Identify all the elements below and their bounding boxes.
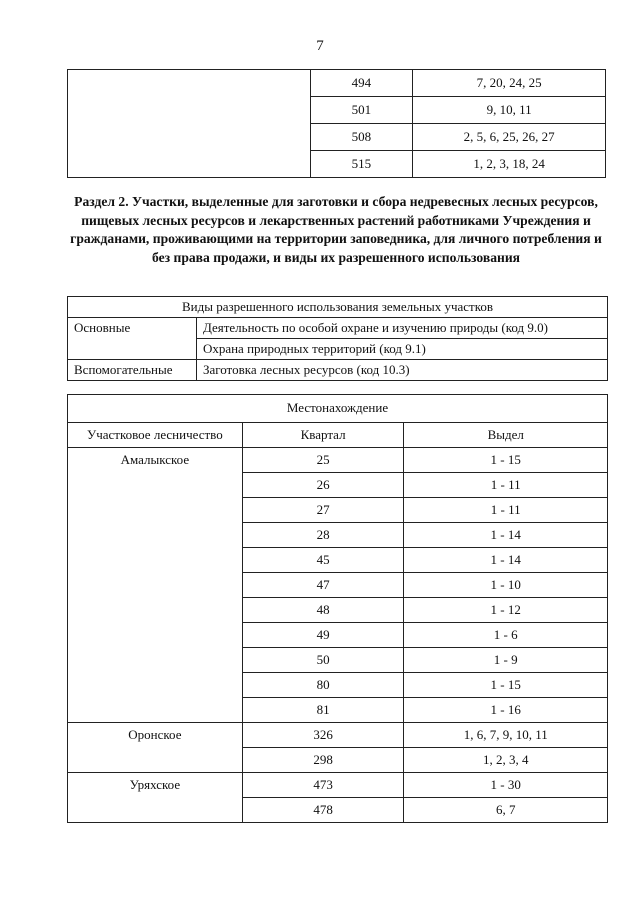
quarter-cell: 47 (242, 573, 404, 598)
quarter-cell: 501 (310, 97, 413, 124)
table-row (68, 70, 606, 97)
plot-cell: 1 - 11 (404, 473, 608, 498)
plots-cell: 7, 20, 24, 25 (413, 70, 606, 97)
usage-aux-item: Заготовка лесных ресурсов (код 10.3) (196, 360, 607, 381)
quarter-cell: 326 (242, 723, 404, 748)
quarter-cell: 50 (242, 648, 404, 673)
column-header-quarter: Квартал (242, 423, 404, 448)
quarter-cell: 494 (310, 70, 413, 97)
quarter-cell: 80 (242, 673, 404, 698)
plot-cell: 1 - 12 (404, 598, 608, 623)
forestry-cell: Оронское (68, 723, 243, 773)
plots-cell: 9, 10, 11 (413, 97, 606, 124)
quarter-cell: 45 (242, 548, 404, 573)
quarter-cell: 515 (310, 151, 413, 178)
quarter-cell: 27 (242, 498, 404, 523)
column-header-plot: Выдел (404, 423, 608, 448)
quarter-cell: 473 (242, 773, 404, 798)
usage-types-table (67, 296, 608, 381)
plot-cell: 1, 2, 3, 4 (404, 748, 608, 773)
plots-cell: 2, 5, 6, 25, 26, 27 (413, 124, 606, 151)
section-title: Раздел 2. Участки, выделенные для заготовки и сбора недревесных лесных ресурсов, пищевых лесных ресурсов и лекарственных растений работниками Учреждения и гражданами, проживающими на территории заповедника, для личного потребления и без права продажи, и виды их разрешенного использования (70, 194, 602, 265)
quarter-cell: 508 (310, 124, 413, 151)
plot-cell: 1 - 16 (404, 698, 608, 723)
location-header-row (68, 395, 608, 423)
table-row (68, 723, 608, 748)
table-row (68, 773, 608, 798)
forestry-cell: Амалыкское (68, 448, 243, 723)
continuation-table (67, 69, 606, 178)
usage-header: Виды разрешенного использования земельных участков (68, 297, 608, 318)
plot-cell: 1 - 14 (404, 523, 608, 548)
quarter-cell: 48 (242, 598, 404, 623)
plot-cell: 6, 7 (404, 798, 608, 823)
plot-cell: 1 - 10 (404, 573, 608, 598)
location-header: Местонахождение (68, 395, 608, 423)
quarter-cell: 81 (242, 698, 404, 723)
usage-aux-label: Вспомогательные (68, 360, 197, 381)
page-number: 7 (316, 38, 324, 54)
quarter-cell: 25 (242, 448, 404, 473)
plot-cell: 1 - 11 (404, 498, 608, 523)
usage-aux-row (68, 360, 608, 381)
blank-cell (68, 70, 311, 178)
quarter-cell: 298 (242, 748, 404, 773)
quarter-cell: 28 (242, 523, 404, 548)
table-row (68, 448, 608, 473)
plot-cell: 1 - 15 (404, 448, 608, 473)
usage-main-row (68, 318, 608, 339)
plot-cell: 1 - 6 (404, 623, 608, 648)
usage-main-label: Основные (68, 318, 197, 360)
location-column-headers (68, 423, 608, 448)
plot-cell: 1 - 9 (404, 648, 608, 673)
usage-main-item: Деятельность по особой охране и изучению природы (код 9.0) (196, 318, 607, 339)
plots-cell: 1, 2, 3, 18, 24 (413, 151, 606, 178)
plot-cell: 1 - 15 (404, 673, 608, 698)
column-header-forestry: Участковое лесничество (68, 423, 243, 448)
plot-cell: 1 - 30 (404, 773, 608, 798)
plot-cell: 1, 6, 7, 9, 10, 11 (404, 723, 608, 748)
location-table (67, 394, 608, 823)
usage-main-item: Охрана природных территорий (код 9.1) (196, 339, 607, 360)
quarter-cell: 26 (242, 473, 404, 498)
forestry-cell: Уряхское (68, 773, 243, 823)
quarter-cell: 478 (242, 798, 404, 823)
quarter-cell: 49 (242, 623, 404, 648)
plot-cell: 1 - 14 (404, 548, 608, 573)
usage-header-row (68, 297, 608, 318)
